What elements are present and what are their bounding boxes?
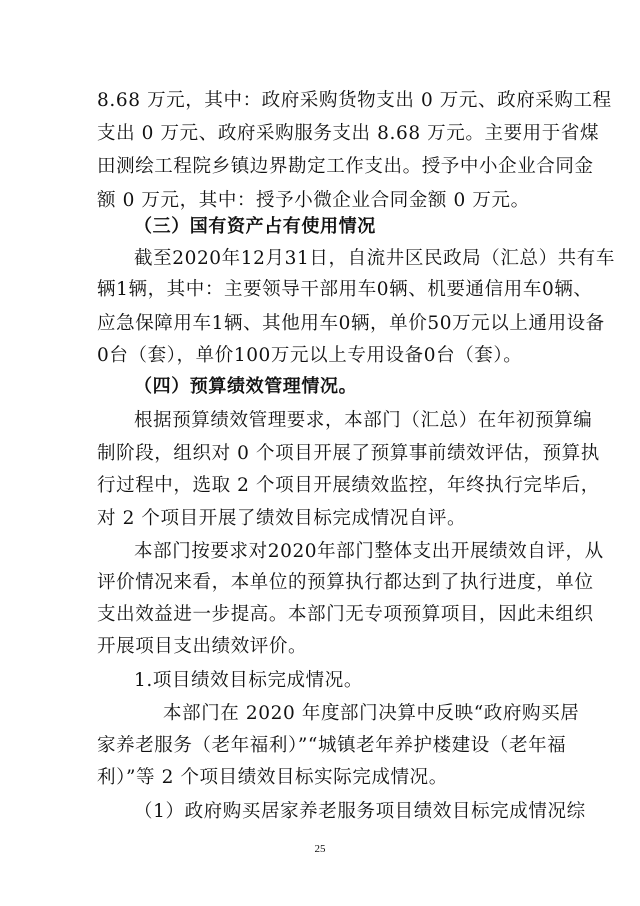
paragraph-line: 对 2 个项目开展了绩效目标完成情况自评。 — [97, 508, 467, 529]
paragraph-line: 行过程中，选取 2 个项目开展绩效监控，年终执行完毕后， — [97, 475, 600, 496]
section-heading: （四）预算绩效管理情况。 — [134, 376, 358, 397]
paragraph-line: 制阶段，组织对 0 个项目开展了预算事前绩效评估，预算执 — [97, 443, 600, 464]
paragraph-line: 8.68 万元，其中：政府采购货物支出 0 万元、政府采购工程 — [97, 90, 612, 111]
paragraph-line: 本部门在 2020 年度部门决算中反映“政府购买居 — [163, 703, 580, 724]
paragraph-line: 田测绘工程院乡镇边界勘定工作支出。授予中小企业合同金 — [97, 156, 594, 177]
paragraph-line: 0台（套），单价100万元以上专用设备0台（套）。 — [97, 345, 523, 366]
paragraph-line: 利）”等 2 个项目绩效目标实际完成情况。 — [97, 767, 448, 788]
paragraph-line: 应急保障用车1辆、其他用车0辆，单价50万元以上通用设备 — [97, 313, 605, 334]
paragraph-line: 评价情况来看，本单位的预算执行都达到了执行进度，单位 — [97, 572, 594, 593]
page-number: 25 — [314, 843, 326, 855]
paragraph-line: 开展项目支出绩效评价。 — [97, 636, 308, 657]
paragraph-line: 额 0 万元，其中：授予小微企业合同金额 0 万元。 — [97, 190, 530, 211]
paragraph-line: 本部门按要求对2020年部门整体支出开展绩效自评，从 — [134, 541, 604, 562]
paragraph-line: 家养老服务（老年福利）”“城镇老年养护楼建设（老年福 — [97, 735, 567, 756]
paragraph-line: 支出 0 万元、政府采购服务支出 8.68 万元。主要用于省煤 — [97, 123, 600, 144]
paragraph-line: 支出效益进一步提高。本部门无专项预算项目，因此未组织 — [97, 604, 594, 625]
paragraph-line: （1）政府购买居家养老服务项目绩效目标完成情况综 — [134, 801, 586, 822]
subsection-heading: 1.项目绩效目标完成情况。 — [134, 670, 363, 691]
paragraph-line: 截至2020年12月31日，自流井区民政局（汇总）共有车 — [134, 248, 615, 269]
paragraph-line: 辆1辆，其中：主要领导干部用车0辆、机要通信用车0辆、 — [97, 279, 593, 300]
section-heading: （三）国有资产占有使用情况 — [134, 216, 376, 237]
paragraph-line: 根据预算绩效管理要求，本部门（汇总）在年初预算编 — [134, 410, 593, 431]
